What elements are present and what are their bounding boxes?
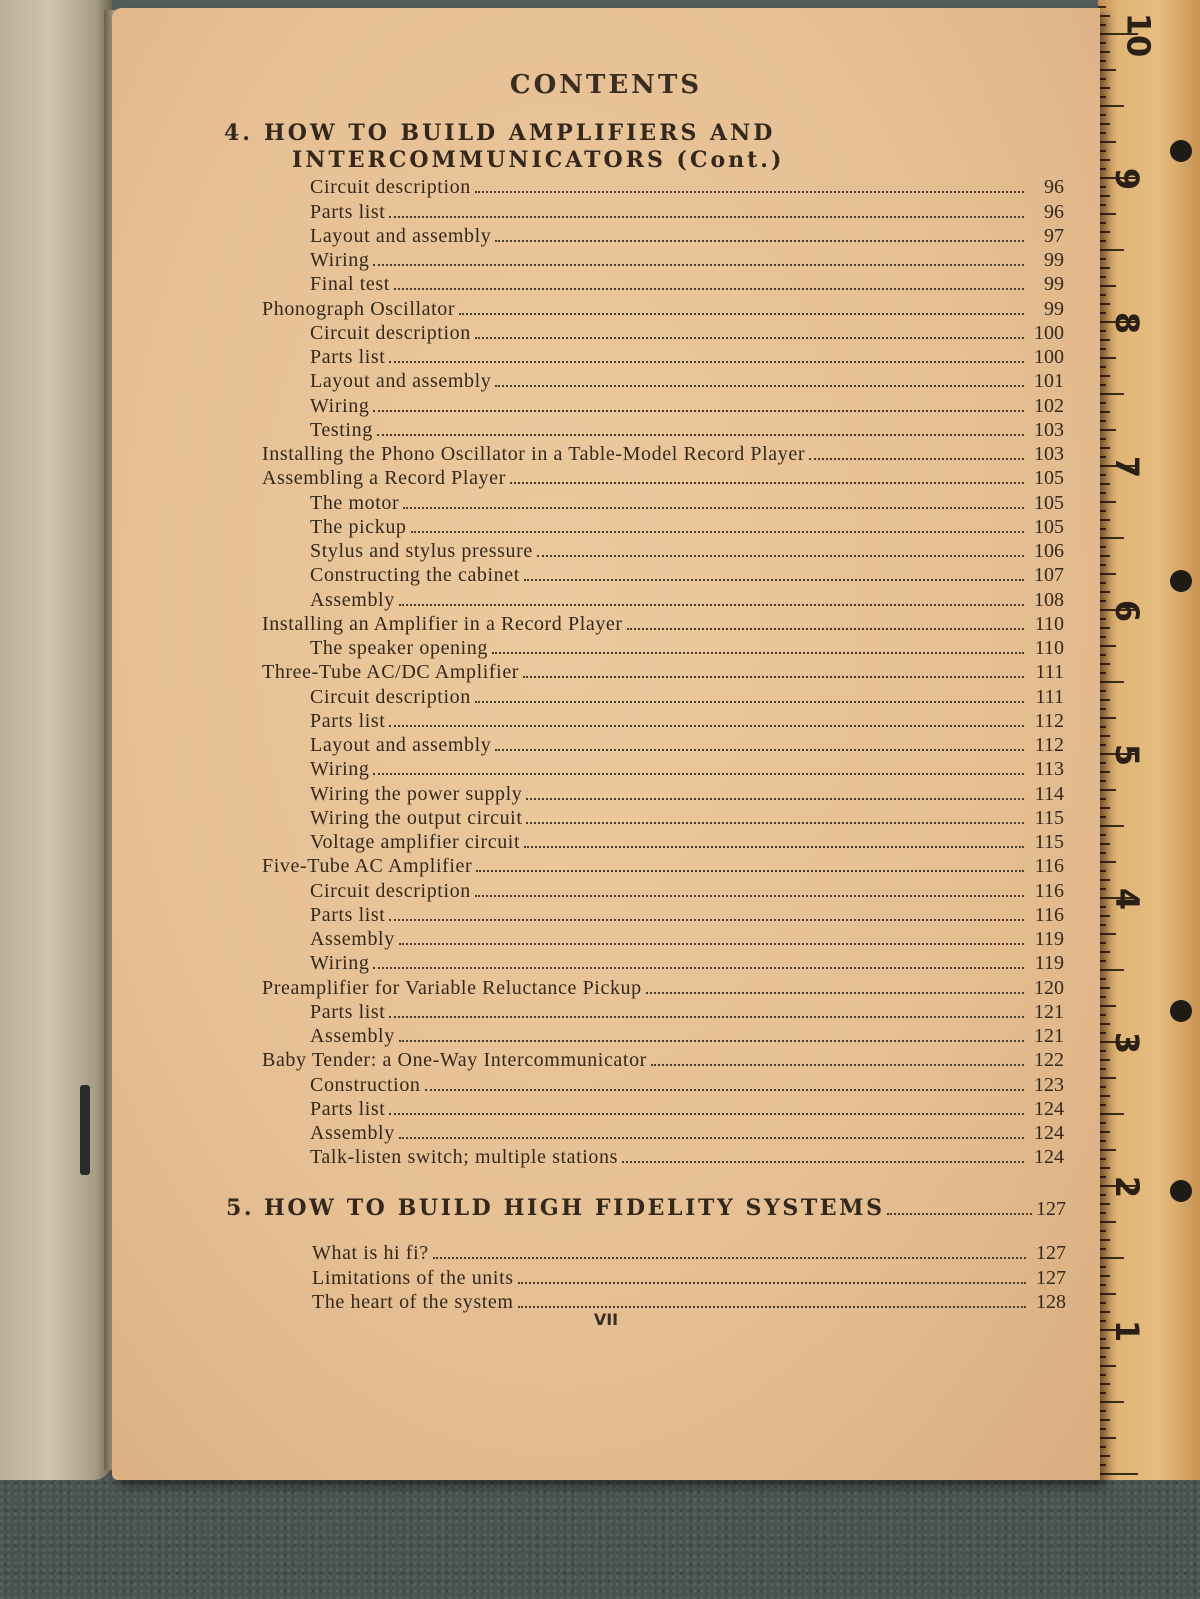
ruler-number: 1 [1108,1319,1147,1343]
ruler-number: 4 [1108,887,1147,911]
ruler-hole [1170,140,1192,162]
toc-entry-page: 115 [1034,831,1064,853]
toc-entry [262,999,1064,1023]
dot-leader [646,992,1024,994]
chapter-title-line2: INTERCOMMUNICATORS (Cont.) [292,147,785,173]
dot-leader [389,919,1024,921]
toc-entry [262,756,1064,780]
toc-entry [262,805,1064,829]
chapter-number: 5. [226,1195,255,1221]
toc-entry-page: 128 [1036,1290,1066,1313]
toc-entry-page: 100 [1034,321,1064,344]
toc-entry-page: 124 [1034,1097,1064,1120]
ruler-number: 10 [1119,12,1158,58]
dot-leader [510,482,1024,484]
toc-entry [262,514,1064,538]
toc-entry [264,1264,1066,1288]
dot-leader [518,1282,1026,1284]
ruler-number: 9 [1108,167,1147,191]
toc-entry-page: 121 [1034,1025,1064,1047]
toc-entry [262,174,1064,198]
ruler-hole [1170,1180,1192,1202]
dot-leader [399,943,1024,945]
dot-leader [495,385,1024,387]
toc-entry-title: What is hi fi? [312,1242,429,1265]
dot-leader [492,652,1024,654]
toc-entry [262,1023,1064,1047]
toc-entry-title: Assembly [310,1025,395,1047]
dot-leader [495,749,1024,751]
dot-leader [377,434,1024,436]
toc-entry [262,683,1064,707]
toc-entry-title: Layout and assembly [310,734,492,756]
toc-entry-title: Wiring the power supply [310,782,523,805]
toc-entry [262,344,1064,368]
toc-entry-page: 101 [1034,370,1064,393]
toc-entry-page: 116 [1034,855,1064,878]
toc-entry [262,1071,1064,1095]
dot-leader [389,1113,1024,1115]
toc-entry [262,465,1064,489]
toc-entry-page: 105 [1034,467,1064,490]
dot-leader [476,870,1024,872]
toc-entry-title: Parts list [310,1000,386,1023]
toc-entry-title: The pickup [310,515,407,538]
toc-entry-title: Parts list [310,200,386,223]
toc-entry-page: 105 [1034,491,1064,514]
ruler-number: 6 [1108,599,1147,623]
chapter-5-heading [226,1195,1066,1221]
toc-entry-page: 99 [1044,249,1064,271]
dot-leader [389,361,1024,363]
dot-leader [373,773,1024,775]
toc-entry-title: Parts list [310,709,386,732]
toc-entry-page: 116 [1034,903,1064,926]
dot-leader [475,895,1024,897]
dot-leader [411,531,1024,533]
toc-entry-page: 124 [1034,1146,1064,1169]
toc-entry [262,1120,1064,1144]
ruler-number: 5 [1108,743,1147,767]
toc-entry [262,198,1064,222]
toc-entry-page: 111 [1035,661,1064,684]
dot-leader [526,798,1024,800]
dot-leader [389,1016,1024,1018]
toc-entry-title: Preamplifier for Variable Reluctance Pickup [262,976,642,999]
toc-entry [262,368,1064,392]
toc-entry-title: Limitations of the units [312,1266,514,1289]
toc-entry [262,562,1064,586]
toc-entry-page: 127 [1036,1266,1066,1289]
toc-entry-title: Talk-listen switch; multiple stations [310,1146,618,1169]
toc-entry-page: 120 [1034,976,1064,999]
dot-leader [475,191,1024,193]
toc-entry-title: Three-Tube AC/DC Amplifier [262,661,520,684]
dot-leader [537,555,1024,557]
toc-entry-page: 96 [1044,200,1064,223]
toc-entry-title: Wiring [310,394,370,417]
toc-entry [262,780,1064,804]
ruler-hole [1170,570,1192,592]
page-title: CONTENTS [509,70,703,100]
toc-entry [262,1144,1064,1168]
toc-entry-page: 112 [1034,734,1064,756]
toc-entry-page: 100 [1034,346,1064,368]
toc-entry-page: 107 [1034,564,1064,587]
toc-entry-title: The speaker opening [310,637,489,659]
dot-leader [394,288,1024,290]
ruler-ticks [1098,0,1158,1480]
toc-entry-title: The motor [310,491,400,514]
dot-leader [399,604,1024,606]
dot-leader [651,1064,1024,1066]
toc-entry-page: 119 [1034,928,1064,950]
toc-entry-page: 127 [1036,1242,1066,1265]
toc-entry [262,708,1064,732]
chapter-4-toc [262,174,1064,1168]
ruler-number: 2 [1108,1175,1147,1199]
toc-entry-page: 108 [1034,588,1064,611]
toc-entry-title: Assembly [310,588,395,611]
dot-leader [475,701,1024,703]
toc-entry-page: 99 [1044,297,1064,320]
toc-entry [262,1096,1064,1120]
ruler-number: 3 [1108,1031,1147,1055]
dot-leader [373,967,1024,969]
toc-entry [262,295,1064,319]
dot-leader [523,676,1024,678]
toc-entry [262,659,1064,683]
dot-leader [389,725,1024,727]
toc-entry-page: 121 [1034,1000,1064,1023]
toc-entry [262,441,1064,465]
toc-entry-page: 115 [1034,806,1064,829]
dot-leader [518,1306,1026,1308]
toc-entry-page: 116 [1034,879,1064,902]
toc-entry-title: Phonograph Oscillator [262,297,456,320]
toc-entry-page: 96 [1044,176,1064,199]
folio: VII [593,1310,619,1329]
chapter-4-heading [224,120,784,174]
toc-entry [262,489,1064,513]
toc-entry-page: 124 [1034,1122,1064,1144]
toc-entry-page: 110 [1034,612,1064,635]
toc-entry [262,320,1064,344]
toc-entry-title: Parts list [310,1097,386,1120]
dot-leader [403,507,1024,509]
binding-clip [80,1085,90,1175]
toc-entry-title: Parts list [310,346,386,368]
toc-entry-title: Installing an Amplifier in a Record Player [262,612,623,635]
toc-entry-title: The heart of the system [312,1290,514,1313]
toc-entry-page: 105 [1034,515,1064,538]
dot-leader [399,1137,1024,1139]
toc-entry-page: 111 [1035,685,1064,708]
toc-entry-title: Baby Tender: a One-Way Intercommunicator [262,1049,647,1072]
ruler-hole [1170,1000,1192,1022]
toc-entry [262,974,1064,998]
dot-leader [627,628,1024,630]
dot-leader [373,410,1024,412]
dot-leader [495,240,1024,242]
toc-entry [262,950,1064,974]
dot-leader [524,579,1024,581]
toc-entry [262,635,1064,659]
dot-leader [475,337,1024,339]
toc-entry [262,538,1064,562]
ruler-number: 8 [1108,311,1147,335]
toc-entry-title: Wiring [310,249,370,271]
toc-entry-title: Construction [310,1073,421,1096]
toc-entry-title: Final test [310,273,390,296]
yardstick-ruler [1098,0,1200,1480]
toc-entry-page: 114 [1034,782,1064,805]
toc-entry-page: 113 [1034,758,1064,781]
toc-entry-title: Layout and assembly [310,224,492,247]
toc-entry [262,586,1064,610]
contents-page [112,8,1100,1480]
toc-entry [262,271,1064,295]
toc-entry-page: 119 [1034,952,1064,975]
toc-entry-title: Wiring [310,952,370,975]
toc-entry-title: Assembly [310,1122,395,1144]
dot-leader [622,1161,1024,1163]
ruler-number: 7 [1108,455,1147,479]
facing-page-edge [0,0,112,1480]
toc-entry-title: Circuit description [310,176,471,199]
chapter-title: HOW TO BUILD HIGH FIDELITY SYSTEMS [264,1195,885,1221]
dot-leader [399,1040,1024,1042]
toc-entry [262,902,1064,926]
toc-entry-title: Wiring [310,758,370,781]
toc-entry [262,853,1064,877]
toc-entry-title: Constructing the cabinet [310,564,520,587]
toc-entry [262,1047,1064,1071]
dot-leader [809,458,1024,460]
toc-entry-page: 103 [1034,443,1064,465]
dot-leader [433,1257,1026,1259]
toc-entry-title: Layout and assembly [310,370,492,393]
toc-entry-title: Voltage amplifier circuit [310,831,521,853]
toc-entry-title: Parts list [310,903,386,926]
toc-entry-page: 99 [1044,273,1064,296]
toc-entry-title: Assembly [310,928,395,950]
toc-entry [262,732,1064,756]
toc-entry [262,611,1064,635]
dot-leader [425,1089,1024,1091]
chapter-number: 4. [224,120,253,146]
toc-entry-title: Installing the Phono Oscillator in a Table-Model Record Player [262,443,806,465]
toc-entry [262,417,1064,441]
toc-entry-page: 110 [1034,637,1064,659]
dot-leader [459,313,1024,315]
dot-leader [524,846,1024,848]
toc-entry-title: Circuit description [310,879,471,902]
toc-entry-title: Assembling a Record Player [262,467,506,490]
toc-entry [262,392,1064,416]
toc-entry [262,926,1064,950]
toc-entry-page: 97 [1044,224,1064,247]
toc-entry-title: Circuit description [310,321,471,344]
toc-entry-page: 112 [1034,709,1064,732]
toc-entry-page: 103 [1034,418,1064,441]
toc-entry-title: Testing [310,418,373,441]
toc-entry-page: 106 [1034,540,1064,562]
chapter-5-toc [264,1240,1066,1313]
toc-entry-title: Five-Tube AC Amplifier [262,855,473,878]
dot-leader [526,822,1024,824]
toc-entry-page: 122 [1034,1049,1064,1072]
toc-entry [262,223,1064,247]
toc-entry-page: 123 [1034,1073,1064,1096]
dot-leader [389,216,1024,218]
toc-entry [262,829,1064,853]
page-number: 127 [1036,1198,1066,1220]
chapter-title-line1: HOW TO BUILD AMPLIFIERS AND [264,120,776,146]
toc-entry [262,877,1064,901]
dot-leader [373,264,1024,266]
toc-entry-title: Wiring the output circuit [310,806,523,829]
toc-entry-title: Stylus and stylus pressure [310,540,533,562]
dot-leader [887,1213,1032,1215]
toc-entry [262,247,1064,271]
toc-entry-title: Circuit description [310,685,471,708]
toc-entry-page: 102 [1034,394,1064,417]
toc-entry [264,1240,1066,1264]
